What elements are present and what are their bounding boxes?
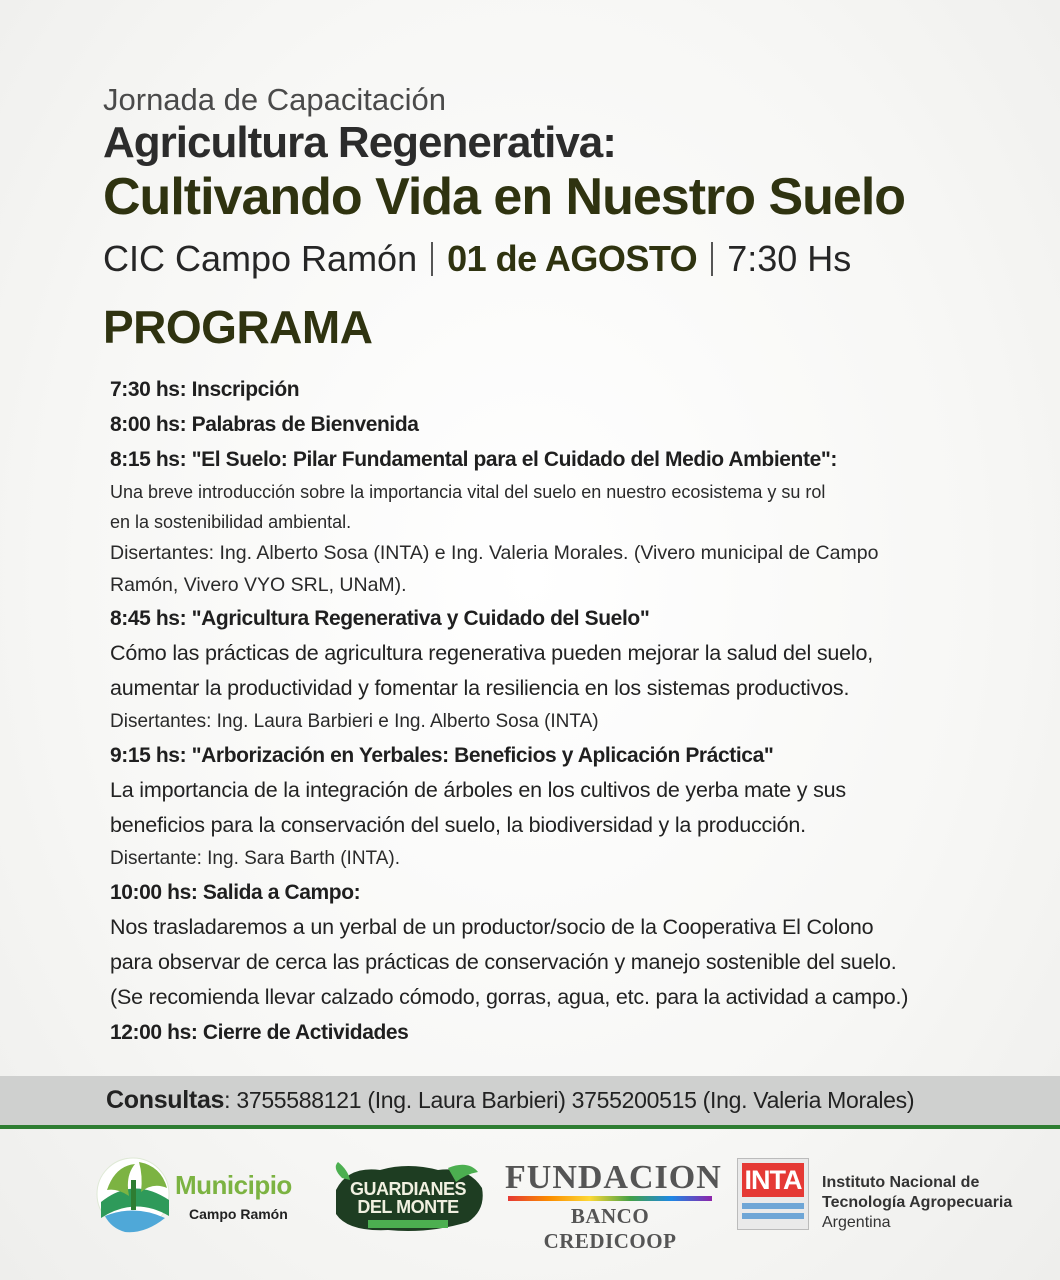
program-item-description: Una breve introducción sobre la importancia vital del suelo en nuestro ecosistema y su rol: [110, 482, 826, 502]
program-item-description: beneficios para la conservación del suelo, la biodiversidad y la producción.: [110, 813, 806, 837]
inta-stripe: [742, 1203, 804, 1209]
program-item-heading: 10:00 hs: Salida a Campo:: [110, 881, 361, 904]
event-eyebrow: Jornada de Capacitación: [103, 82, 446, 117]
event-title-line2: Cultivando Vida en Nuestro Suelo: [103, 168, 906, 226]
fundacion-top: FUNDACION: [505, 1159, 722, 1196]
fundacion-bottom: BANCO CREDICOOP: [543, 1204, 677, 1253]
municipio-emblem-icon: [95, 1156, 175, 1236]
event-time: 7:30 Hs: [727, 238, 852, 279]
guardianes-line1: GUARDIANES: [349, 1179, 466, 1199]
program-item-speakers: Ramón, Vivero VYO SRL, UNaM).: [110, 574, 407, 596]
inta-line3: Argentina: [822, 1214, 891, 1231]
separator: [431, 242, 433, 276]
guardianes-line2: DEL MONTE: [357, 1197, 459, 1217]
guardianes-text: [338, 1180, 478, 1216]
program-item-heading: 8:15 hs: "El Suelo: Pilar Fundamental para el Cuidado del Medio Ambiente":: [110, 448, 837, 471]
program-item-heading: 9:15 hs: "Arborización en Yerbales: Beneficios y Aplicación Práctica": [110, 744, 774, 767]
event-meta: [103, 238, 851, 280]
consultas-text: [106, 1086, 914, 1115]
consultas-label: Consultas: [106, 1086, 225, 1114]
program-item-description: La importancia de la integración de árboles en los cultivos de yerba mate y sus: [110, 778, 846, 802]
program-item-speakers: Disertantes: Ing. Alberto Sosa (INTA) e Ing. Valeria Morales. (Vivero municipal de Campo: [110, 542, 879, 564]
fundacion-logo: [505, 1159, 722, 1253]
municipio-name: Municipio: [175, 1170, 292, 1200]
event-header: [103, 82, 905, 226]
program-item-speakers: Disertantes: Ing. Laura Barbieri e Ing. Alberto Sosa (INTA): [110, 711, 599, 732]
inta-wordmark: INTA: [742, 1163, 804, 1197]
program-item-heading: 7:30 hs: Inscripción: [110, 378, 300, 401]
program-list: [110, 372, 1030, 1050]
sponsor-logos: [0, 1140, 1060, 1270]
program-item-description: aumentar la productividad y fomentar la resiliencia en los sistemas productivos.: [110, 676, 850, 700]
program-item-description: para observar de cerca las prácticas de conservación y manejo sostenible del suelo.: [110, 950, 897, 974]
event-place: CIC Campo Ramón: [103, 238, 418, 279]
event-title-line1: Agricultura Regenerativa:: [103, 118, 616, 167]
inta-line1: Instituto Nacional de: [822, 1174, 980, 1191]
municipio-logo: [95, 1156, 310, 1236]
program-item-description: Cómo las prácticas de agricultura regenerativa pueden mejorar la salud del suelo,: [110, 641, 874, 665]
program-item-heading: 12:00 hs: Cierre de Actividades: [110, 1021, 409, 1044]
program-item-description: (Se recomienda llevar calzado cómodo, gorras, agua, etc. para la actividad a campo.): [110, 985, 909, 1009]
inta-institution-name: [822, 1173, 1012, 1233]
program-item-heading: 8:00 hs: Palabras de Bienvenida: [110, 413, 419, 436]
municipio-sub: Campo Ramón: [189, 1206, 288, 1222]
program-item-speakers: Disertante: Ing. Sara Barth (INTA).: [110, 848, 401, 869]
inta-stripe: [742, 1213, 804, 1219]
fundacion-rainbow-bar: [508, 1196, 712, 1201]
inta-logo: [737, 1158, 809, 1230]
guardianes-logo: [328, 1160, 488, 1235]
programa-heading: PROGRAMA: [103, 301, 373, 353]
program-item-description: en la sostenibilidad ambiental.: [110, 512, 352, 532]
program-item-heading: 8:45 hs: "Agricultura Regenerativa y Cuidado del Suelo": [110, 607, 650, 630]
separator: [711, 242, 713, 276]
inta-line2: Tecnología Agropecuaria: [822, 1194, 1013, 1211]
consultas-phones: : 3755588121 (Ing. Laura Barbieri) 3755200515 (Ing. Valeria Morales): [224, 1087, 915, 1113]
program-item-description: Nos trasladaremos a un yerbal de un productor/socio de la Cooperativa El Colono: [110, 915, 874, 939]
event-date: 01 de AGOSTO: [447, 238, 698, 279]
